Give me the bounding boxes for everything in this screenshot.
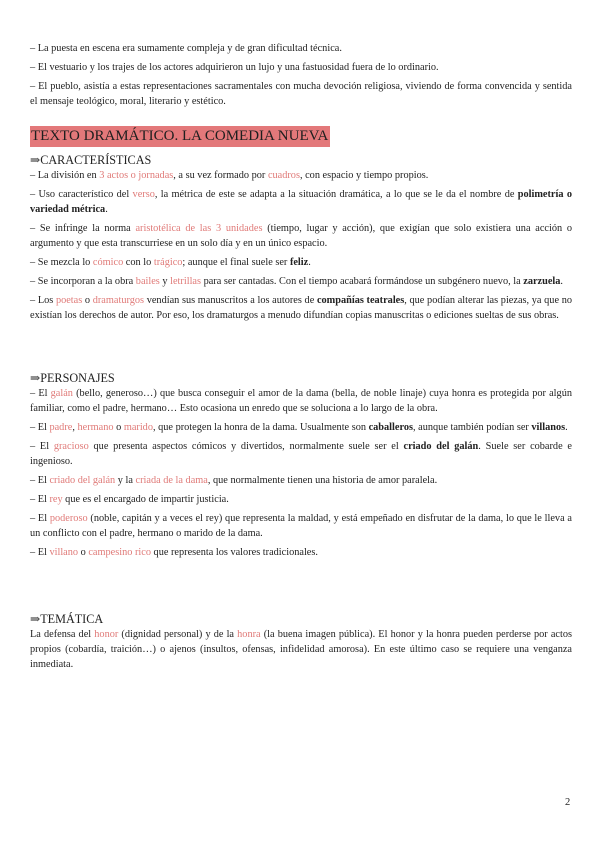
tematica-text: La defensa del honor (dignidad personal) y de la honra (la buena imagen pública). El honor y la honra pueden perderse por actos propios (cobardía, traición…) o ajenos (insultos, ofensas, infidelidad amorosa). En este último caso se requiere una venganza inmediata. bbox=[30, 629, 572, 670]
personaje-item: – El rey que es el encargado de impartir justicia. bbox=[30, 494, 229, 505]
personaje-item: – El padre, hermano o marido, que protegen la honra de la dama. Usualmente son caballeros, aunque también podían ser villanos. bbox=[30, 422, 568, 433]
caracteristicas-section bbox=[30, 153, 572, 323]
personajes-heading: ⇒PERSONAJES bbox=[30, 371, 115, 385]
personaje-item: – El galán (bello, generoso…) que busca conseguir el amor de la dama (bella, de noble linaje) cuya honra es protegida por algún familiar, como el padre, hermano… Esto ocasiona un enredo que se soluciona a lo largo de la obra. bbox=[30, 388, 572, 414]
page-number: 2 bbox=[565, 797, 571, 808]
caracteristicas-heading: ⇒CARACTERÍSTICAS bbox=[30, 153, 152, 167]
section-title: TEXTO DRAMÁTICO. LA COMEDIA NUEVA bbox=[30, 126, 330, 147]
personajes-section bbox=[30, 371, 572, 560]
personaje-item: – El villano o campesino rico que representa los valores tradicionales. bbox=[30, 547, 318, 558]
intro-bullet-1: – La puesta en escena era sumamente compleja y de gran dificultad técnica. bbox=[30, 43, 342, 54]
intro-bullets bbox=[30, 41, 572, 109]
caracteristica-item: – Los poetas o dramaturgos vendían sus manuscritos a los autores de compañías teatrales, que podían alterar las piezas, ya que no existían los derechos de autor. Por eso, los dramaturgos a menudo difundían copias manuscritas o ediciones sueltas de sus obras. bbox=[30, 295, 572, 321]
intro-bullet-2: – El vestuario y los trajes de los actores adquirieron un lujo y una fastuosidad fuera de lo ordinario. bbox=[30, 62, 439, 73]
caracteristica-item: – Uso característico del verso, la métrica de este se adapta a la situación dramática, a lo que se le da el nombre de polimetría o variedad métrica. bbox=[30, 189, 572, 215]
tematica-section bbox=[30, 612, 572, 672]
caracteristica-item: – Se incorporan a la obra bailes y letrillas para ser cantadas. Con el tiempo acabará formándose un subgénero nuevo, la zarzuela. bbox=[30, 276, 563, 287]
caracteristica-item: – La división en 3 actos o jornadas, a su vez formado por cuadros, con espacio y tiempo propios. bbox=[30, 170, 429, 181]
tematica-heading: ⇒TEMÁTICA bbox=[30, 612, 104, 626]
personaje-item: – El poderoso (noble, capitán y a veces el rey) que representa la maldad, y está empeñado en disfrutar de la dama, lo que le lleva a un conflicto con el padre, hermano o marido de la dama. bbox=[30, 513, 572, 539]
personaje-item: – El gracioso que presenta aspectos cómicos y divertidos, normalmente suele ser el criado del galán. Suele ser cobarde e ingenioso. bbox=[30, 441, 572, 467]
intro-bullet-3: – El pueblo, asistía a estas representaciones sacramentales con mucha devoción religiosa, viviendo de forma convencida y sentida el mensaje teológico, moral, literario y estético. bbox=[30, 81, 572, 107]
personaje-item: – El criado del galán y la criada de la dama, que normalmente tienen una historia de amor paralela. bbox=[30, 475, 438, 486]
caracteristica-item: – Se infringe la norma aristotélica de las 3 unidades (tiempo, lugar y acción), que exigían que solo existiera una acción o argumento y que esta transcurriese en un solo día y en un único espacio. bbox=[30, 223, 573, 249]
caracteristica-item: – Se mezcla lo cómico con lo trágico; aunque el final suele ser feliz. bbox=[30, 257, 311, 268]
